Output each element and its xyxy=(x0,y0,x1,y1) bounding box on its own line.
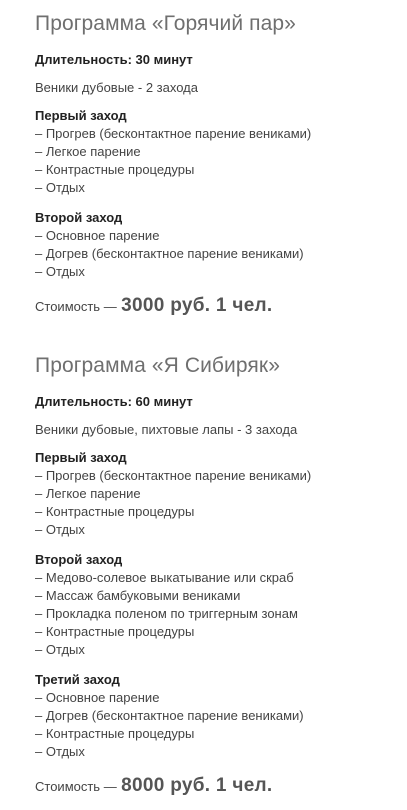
list-item: – Контрастные процедуры xyxy=(35,624,195,639)
list-item: – Прогрев (бесконтактное парение вениками) xyxy=(35,468,312,483)
list-item: – Отдых xyxy=(35,180,85,195)
round-title: Третий заход xyxy=(35,672,120,687)
list-item: – Догрев (бесконтактное парение вениками) xyxy=(35,246,304,261)
list-item: – Легкое парение xyxy=(35,486,141,501)
round-1 xyxy=(35,107,401,197)
program-duration: Длительность: 30 минут xyxy=(35,52,193,67)
list-item: – Медово-солевое выкатывание или скраб xyxy=(35,570,294,585)
list-item: – Контрастные процедуры xyxy=(35,726,195,741)
round-3 xyxy=(35,671,401,761)
round-steps-list xyxy=(35,227,401,281)
program-brooms: Веники дубовые, пихтовые лапы - 3 захода xyxy=(35,422,298,437)
round-title: Первый заход xyxy=(35,108,127,123)
round-steps-list xyxy=(35,569,401,659)
price-value: 8000 руб. 1 чел. xyxy=(121,775,273,796)
list-item: – Массаж бамбуковыми вениками xyxy=(35,588,241,603)
list-item: – Основное парение xyxy=(35,690,160,705)
price-label: Стоимость — xyxy=(35,299,117,314)
round-steps-list xyxy=(35,467,401,539)
program-duration: Длительность: 60 минут xyxy=(35,394,193,409)
list-item: – Основное парение xyxy=(35,228,160,243)
list-item: – Контрастные процедуры xyxy=(35,504,195,519)
program-siberian xyxy=(35,352,401,800)
round-title: Первый заход xyxy=(35,450,127,465)
program-price xyxy=(35,773,401,800)
round-title: Второй заход xyxy=(35,552,123,567)
program-brooms: Веники дубовые - 2 захода xyxy=(35,80,198,95)
round-steps-list xyxy=(35,125,401,197)
list-item: – Легкое парение xyxy=(35,144,141,159)
list-item: – Контрастные процедуры xyxy=(35,162,195,177)
program-title: Программа «Горячий пар» xyxy=(35,12,296,35)
list-item: – Догрев (бесконтактное парение вениками) xyxy=(35,708,304,723)
list-item: – Отдых xyxy=(35,744,85,759)
list-item: – Прогрев (бесконтактное парение вениками) xyxy=(35,126,312,141)
list-item: – Прокладка поленом по триггерным зонам xyxy=(35,606,298,621)
list-item: – Отдых xyxy=(35,642,85,657)
round-2 xyxy=(35,551,401,659)
program-title: Программа «Я Сибиряк» xyxy=(35,354,280,377)
price-value: 3000 руб. 1 чел. xyxy=(121,295,273,316)
round-steps-list xyxy=(35,689,401,761)
list-item: – Отдых xyxy=(35,264,85,279)
list-item: – Отдых xyxy=(35,522,85,537)
program-price xyxy=(35,293,401,320)
program-hot-steam xyxy=(35,10,401,320)
price-label: Стоимость — xyxy=(35,779,117,794)
round-1 xyxy=(35,449,401,539)
round-title: Второй заход xyxy=(35,210,123,225)
round-2 xyxy=(35,209,401,281)
